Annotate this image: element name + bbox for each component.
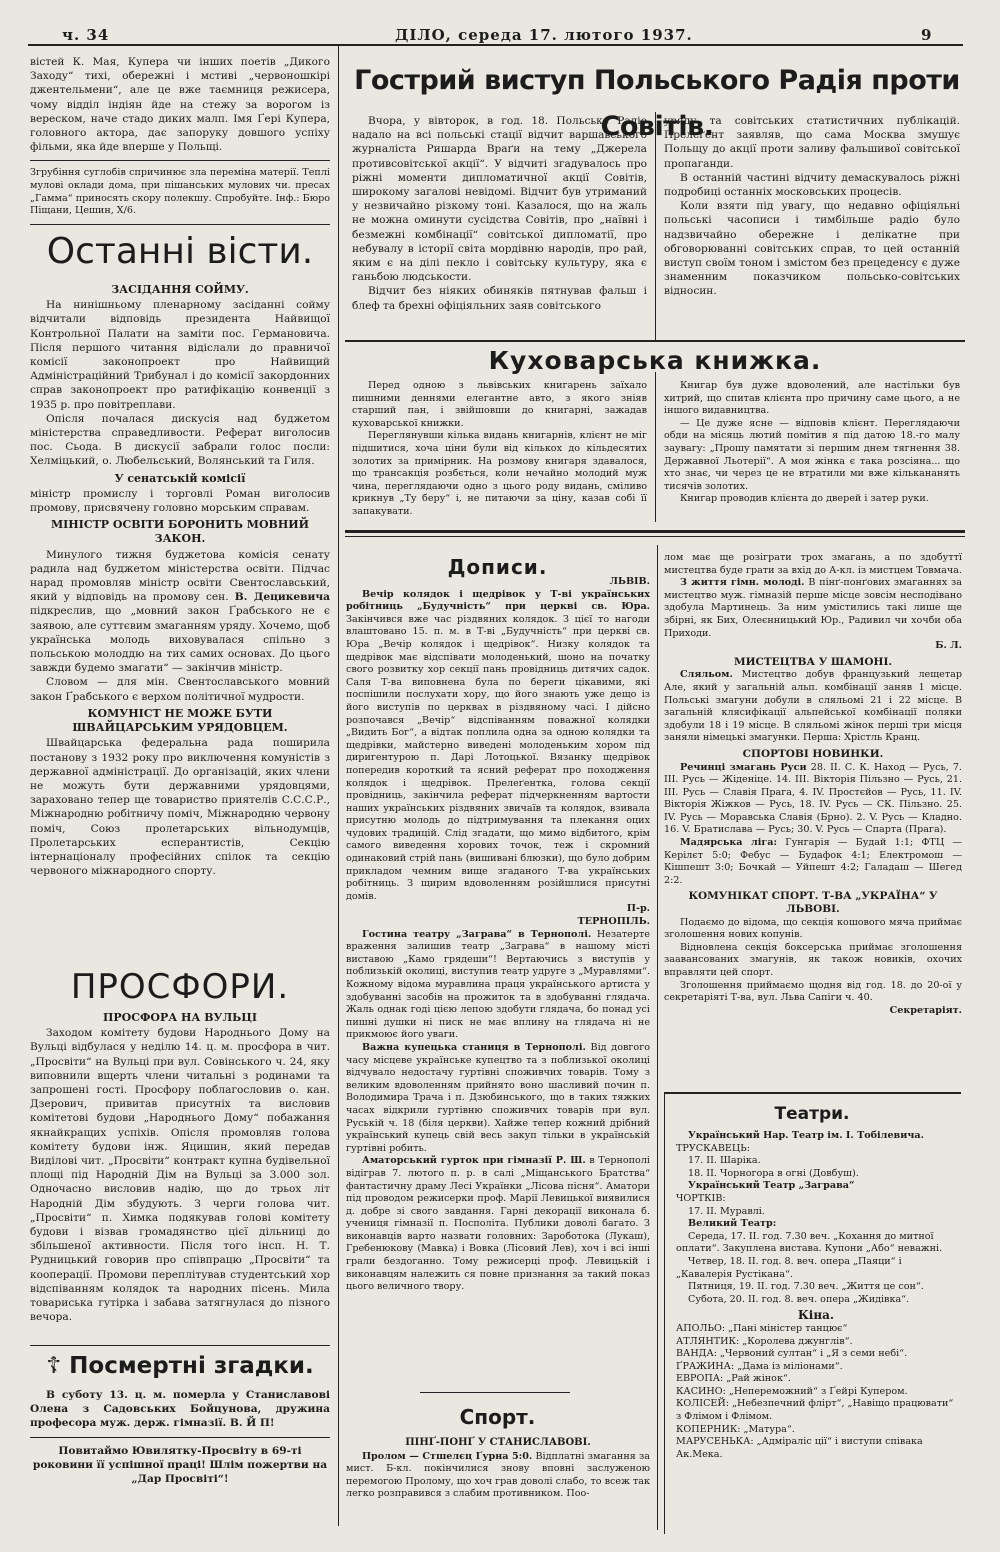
- sport-p: [346, 1451, 650, 1501]
- news-senate-p1: міністр промислу і торговлі Роман виголосив промову, присвячену головно морським справам.: [30, 487, 330, 515]
- news-sejm-head: ЗАСІДАННЯ СОЙМУ.: [111, 283, 249, 296]
- obits-rule: [30, 1345, 330, 1346]
- dopysy-city-lviv: ЛЬВІВ.: [609, 576, 650, 587]
- theatre-t3-l2: Четвер, 18. II. год. 8. веч. опера „Паяци“ і „Кавалерія Рустікана“.: [676, 1255, 902, 1280]
- right-p3-lead: Сляльом.: [680, 669, 733, 681]
- right-p5-text: Гунгарія — Будай 1:1; ФТЦ — Керілєт 5:0; Фебус — Будафок 4:1; Електромош — Кішпешт 3:0; Бочкай — Уйпешт 4:2; Галадаш — Шегед 2:2.: [664, 837, 962, 886]
- obits-p2: Повитаймо Ювилятку-Просвіту в 69-ті роковини її успішної праці! Шлім пожертви на „Дар Просвіті“!: [32, 1444, 328, 1486]
- masthead: ДІЛО, середа 17. лютого 1937.: [395, 26, 693, 44]
- news-senate-head: У сенатській комісії: [114, 471, 246, 485]
- film-text: вістей К. Мая, Купера чи інших поетів „Дикого Заходу“ тихі, обережні і мстиві „червоношкірі джентельмени“, але це вже таємниця режисера, чому відділ індіян йде на стежу за ворогом із вереском, наче стадо диких малп. Імя Ґері Купера, головного актора, дає запоруку довшого успіху фільми, яка йде вперше у Польщі.: [30, 56, 330, 154]
- sport-title: Спорт.: [459, 1405, 536, 1429]
- theatre-t3-l4: Субота, 20. II. год. 8. веч. опера „Жидівка“.: [688, 1293, 910, 1305]
- right-p4-text: 28. II. С. К. Наход — Русь, 7. III. Русь — Жіденіце. 14. III. Вікторія Пільзно — Русь, 21. III. Русь — Славія Прага, 4. IV. Простєйов — Русь, 11. IV. Вікторія Жіжков — Русь, 18. IV. Русь — СК. Пільзно. 25. IV. Русь — Моравська Славія (Брно). 2. V. Русь — Кладно. 16. V. Братислава — Русь; 30. V. Русь — Спарта (Прага).: [664, 761, 962, 836]
- news-column: [30, 280, 330, 878]
- news-minister-p1a: Минулого тижня буджетова комісія сенату радила над буджетом міністерства освіти. Підчас нарад промовляв міністр освіти Свентославський, який у відповідь на промову сен.: [30, 548, 330, 604]
- cookbook-c2: Книгар був дуже вдоволений, але настільки був хитрий, що спитав клієнта про причину саме цього, а не іншого видавництва.: [664, 380, 960, 417]
- news-minister-p1b: підкреслив, що „мовний закон Ґрабського не є заявою, але суттєвим змаганням уряду. Хочемо, щоб українська молодь виховувалася спільно з польською молоддю на тих самих основах. До цього завжди будемо змагати“ — закінчив міністр.: [30, 605, 330, 675]
- cookbook-c2c: Книгар проводив клієнта до дверей і затер руки.: [680, 493, 929, 505]
- sport-sub: ПІНҐ-ПОНҐ У СТАНИСЛАВОВІ.: [405, 1437, 591, 1448]
- news-sejm-p2: Опісля почалася дискусія над буджетом міністерства справедливости. Реферат виголосив пос. Сьода. В дискусії забрали голос посли: Хелміцький, о. Любельський, Волянський та Гиля.: [30, 412, 330, 468]
- right-p1: лом має ще розіграти трох змагань, а по здобуттї мистецтва буде грати за вхід до А-кл. із мистцем Товмача.: [664, 552, 962, 576]
- theatre-t2-l1: 17. II. Муравлі.: [688, 1205, 765, 1217]
- news-minister-p1: [30, 548, 330, 676]
- radio-col-2: [664, 114, 960, 299]
- column-rule-dopysy: [657, 545, 658, 1530]
- right-p5-lead: Мадярська ліга:: [680, 837, 778, 849]
- cookbook-col-2: [664, 380, 960, 506]
- column-rule-cookbook: [655, 372, 656, 522]
- theatre-t3-l1: Середа, 17. II. год. 7.30 веч. „Кохання до митної оплати“. Закуплена вистава. Купони „Або“ неважні.: [676, 1230, 943, 1255]
- theatre-t1-place: ТРУСКАВЕЦЬ:: [676, 1142, 750, 1154]
- right-p2-text: В пінґ-понґових змаганнях за мистецтво муж. гімназій перше місце зовсім несподівано здобула Мартинець. За ним умістились такі лише ще збірні, як Бих, Олеєнницький Юр., Радивил чи хочби оба Приходи.: [664, 577, 962, 639]
- dopysy-p1-text: Закінчився вже час різдвяних колядок. З цієї то нагоди влаштовано 15. п. м. в Т-ві „Будучність“ при церкві св. Юра „Вечір колядок і щедрівок“. Низку колядок та щедрівок має відспівати молоденький, шоно на початку свого розвитку хор секції пань провідниць дитячих садок. Саля Т-ва виповнена була по береги цікавими, які поспішили послухати хору, що його знають уже дещо із його виступів по церквах в різдвяному часі. І дійсно розпочався „Вечір“ відспіванням поважної колядки „Видить Бог“, а відтак поплила одна за одною колядки та щедрівки, майстерно виведені молоденьким хором під диригентурою п. Дарі Лотоцької. Вязанку щедрівок попередив короткий та ясний реферат про походження колядок і щедрівок. Прелеґентка, голова секції провідниць, закінчила реферат підчеркненням вартости наших українських різдвяних звичаїв та колядок, взивала присутню молодь до підтримування та плекання оцих чудових традицій. Слід згадати, що мимо відбитого, крім самого виведення хорових точок, теж і скромний одинаковий стрій пань (вишивані блюзки), що було добрим прикладом чемним вище згаданого Т-ва українських робітниць. З щирим вдоволенням розійшлися присутні домів.: [346, 613, 650, 902]
- cinema-k7: КОЛІСЕЙ: „Небезпечний флірт“, „Навіщо працювати“ з Флімом і Флімом.: [676, 1398, 954, 1423]
- cookbook-col-1: [352, 380, 647, 519]
- cookbook-c1: Перед одною з львівських книгарень заїхало пишними деннями елегантне авто, з якого зніяв старший пан, і звійшовши до книгарні, зажадав куховарської книжки.: [352, 380, 647, 429]
- radio-col-1: [352, 114, 647, 313]
- dopysy-h4: Аматорський гурток при гімназії Р. Ш.: [362, 1155, 586, 1167]
- theatre-t1-l2: 18. II. Чорногора в огні (Довбуш).: [688, 1167, 859, 1179]
- right-h2: МИСТЕЦТВА У ШАМОНІ.: [733, 655, 893, 668]
- ad-rule: [30, 160, 330, 161]
- obits-column: [30, 1388, 330, 1486]
- ad-text: Згрубіння суглобів спричинює зла переміна матерії. Теплі мулові оклади дома, при пішанських мулових чи. пресах „Гамма“ приносять скору полекшу. Спробуйте. Інф.: Бюро Піщани, Цешин, Х/6.: [30, 167, 330, 217]
- right-p6: Подаємо до відома, що секція кошового мяча приймає зголошення нових копунів.: [664, 916, 962, 941]
- dopysy-p4-text: в Тернополі відіграв 7. лютого п. р. в салі „Міщанського Братства“ фантастичну драму Лесі Українки „Лісова пісня“. Аматори під проводом режисерки проф. Марії Левицької виявилися д. добре зі свого завдання. Гарні декорації виконала б. учениця гімназії п. Посполіта. Публики доволі багато. З виконавців варто назвати головних: Зароботока (Лукаш), Гребенюкову (Мавка) і Вовка (Лісовий Лев), хоч і всі інші грали бездоганно. Тому режисерці проф. Левицькій і виконавцям належить ся повне признання за такий показ цього величного твору.: [346, 1155, 650, 1293]
- column-rule-left: [338, 46, 339, 1526]
- obits-rule-2: [30, 1437, 330, 1438]
- right-p4: [664, 762, 962, 838]
- sport-column: [346, 1434, 650, 1501]
- theatre-t2-place: ЧОРТКІВ:: [676, 1192, 726, 1204]
- right-p7: Відновлена секція боксерська приймає зголошення заавансованих змагунів, як також новиків, охочих вправляти цей спорт.: [664, 941, 962, 978]
- news-title: Останні вісти.: [46, 231, 314, 272]
- news-minister-head: МІНІСТР ОСВІТИ БОРОНИТЬ МОВНИЙ ЗАКОН.: [50, 518, 310, 546]
- dopysy-p2-text: Незатерте враження залишив театр „Заграва“ в нашому місті виставою „Камо грядеши“! Вертаючись з виступів у поблизькій околиці, виступив театр удруге з „Муравлями“. Кожному відома муравлина праця українського артиста у здобуванні засобів на прожиток та в здобуванні глядача. Жаль однак годі цією лепою здобути глядача, бо понад усі пишні душки ні писк не має вплину на глядача ні не прикмоює його уваги.: [346, 928, 650, 1041]
- right-p5: [664, 837, 962, 887]
- cinema-k6: КАСИНО: „Непереможний“ з Ґейрі Купером.: [676, 1385, 908, 1397]
- right-sig2: Секретаріят.: [889, 1004, 962, 1016]
- theatre-t1-l1: 17. II. Шаріка.: [688, 1155, 761, 1167]
- theatre-column: [676, 1130, 956, 1461]
- theatre-t2: Український Театр „Заграва“: [688, 1180, 855, 1192]
- cookbook-c2b: — Це дуже ясне — відповів клієнт. Переглядаючи обди на місяць лютий помітив я під датою 18.-го малу заувагу: „Прошу памятати зі першим днем тягнення 38. Державної Льотерії“. А моя жінка є така розсіяна... що хто знає, чи через це не втратили ми вже кількананять тисячів золотих.: [664, 417, 960, 492]
- dopysy-p3: [346, 1042, 650, 1155]
- left-top-column: [30, 55, 330, 225]
- cinema-k4: ҐРАЖИНА: „Дама із міліонами“.: [676, 1360, 843, 1372]
- radio-c1: Вчора, у вівторок, в год. 18. Польське Радіо надало на всі польські стації відчит варшавського журналіста Ришарда Враґи на тему „Джерела противсовітської акції“. У відчиті згадувалось про ріжні моменти дипломатичної акції Совітів, широкому загалові невідомі. Відчит був утриманий у незвичайно різкому тоні. Казалося, що на жаль не можна оминути сусідства Совітів, про „наївні і безмежні комбінації“ совітської дипломатії, про небувалу в історії світа мордівню народів, про рай, яким є на ділі пекло і совітську культуру, яка є ганьбою людськости.: [352, 115, 647, 284]
- news-sejm-p1: На нинішньому пленарному засіданні сойму відчитали відповідь президента Найвищої Контрольної Палати на заміти пос. Германовича. Після першого читання відіслали до правничої комісії законопроект про Найвищий Адміністраційний Трибунал і до комісії закордонних справ законопроект про ратифікацію конвенції з 1935 р. про повітреплави.: [30, 299, 330, 411]
- right-p2: [664, 577, 962, 640]
- sport-rule: [420, 1392, 570, 1393]
- radio-title: Гострий виступ Польського Радія проти Совітів.: [354, 65, 960, 142]
- theatre-t1: Український Нар. Театр ім. І. Тобілевича.: [688, 1130, 924, 1141]
- cookbook-rule-2: [345, 536, 965, 537]
- header-rule: [28, 44, 963, 46]
- dopysy-h1: Вечір колядок і щедрівок у Т-ві українських робітниць „Будучність“ при церкві св. Юра.: [346, 588, 650, 613]
- right-p3-text: Мистецтво добув французький лещетар Але, який у загальній альп. комбінації заняв 1 місце. Польські змагуни добули в сляльомі 21 і 22 місце. В загальній клясифікації альпейської комбінації поляки здобули 18 і 19 місце. В сляльомі жінок перші три місця заняли німецькі змагунки. Перша: Хрістль Кранц.: [664, 669, 962, 744]
- dopysy-city-ternopil: ТЕРНОПІЛЬ.: [577, 916, 650, 928]
- news-communist-p1: Швайцарська федеральна рада поширила постанову з 1932 року про виключення комуністів з державної адміністрації. До організацій, яких члени не можуть бути державними урядовцями, зараховано тепер ще товариство приятелів С.С.С.Р., Міжнародню робітничу поміч, Міжнародню червону поміч, Союз пролетарських вільнодумців, Пролетарських есперантистів, Секцію інтернаціоналу професійних спілок та секцію червоного міжнародного спорту.: [30, 737, 330, 878]
- news-communist-head: КОМУНІСТ НЕ МОЖЕ БУТИ ШВАЙЦАРСЬКИМ УРЯДОВЦЕМ.: [72, 706, 288, 735]
- cookbook-title: Куховарська книжка.: [488, 346, 822, 375]
- cinema-k8: КОПЕРНИК: „Матура“.: [676, 1423, 795, 1435]
- obits-title: Посмертні згадки.: [69, 1353, 314, 1379]
- prosfory-sub: ПРОСФОРА НА ВУЛЬЦІ: [102, 1011, 258, 1024]
- radio-c2b: В останній частині відчиту демаскувалось ріжні подробиці останніх московських процесів.: [664, 171, 960, 199]
- sport-p-text: Відплатні змагання за мист. Б-кл. покінчилися знову вповні заслуженою перемогою Пролому, що хоч грав доволі слабо, то всеж так легко розправився з слабим противником. Поо-: [346, 1450, 650, 1500]
- sport-lead: Пролом — Стшелєц Ґурна 5:0.: [362, 1450, 533, 1462]
- cinema-title: Кіна.: [797, 1308, 835, 1323]
- theatre-title: Театри.: [774, 1104, 850, 1124]
- cinema-k9: МАРУСЕНЬКА: „Адміраліс ції“ і виступи співака Ак.Мека.: [676, 1436, 923, 1460]
- prosfory-p1: Заходом комітету будови Народнього Дому на Вульці відбулася у неділю 14. ц. м. просфора в чит. „Просвіти“ на Вульці при вул. Совінського ч. 24, яку виповнили вщерть члени читальні з родинами та запрошені гості. Просфору поблагословив о. кан. Дзерович, привитав присутніх та висловив комітетові будови „Народнього Дому“ побажання якнайкращих успіхів. Опісля промовляв голова комітету будови інж. Яцишин, який передав Виділові чит. „Просвіти“ контракт купна будівельної площі під Народній Дім на Вульці за 3.000 зол. Одночасно висловив надію, що до трьох літ Народній Дім збудують. З черги голова чит. „Просвіти“ п. Химка подякував голові комітету будови і візвав громадянство цієї дільниці до збільшеної активности. Після того інсп. Н. Т. Рудницький говорив про співпрацю „Просвіти“ та кооперації. Промови переплітував студентський хор відспіванням колядок та народних пісень. Мила товариська гутірка і забава затягнулася до пізного вечора.: [30, 1027, 330, 1324]
- page-number: 9: [921, 26, 933, 44]
- cinema-k3: ВАНДА: „Червоний султан“ і „Я з семи небі“.: [676, 1348, 908, 1360]
- dopysy-column: [346, 576, 650, 1294]
- dopysy-p3-text: Від довгого часу місцеве українське купецтво та з поблизької околиці відчувало недостачу гуртівні споживчих товарів. Тому з великим вдоволенням прийнято воно шасливий почин п. Володимира Трача і п. Дзюбинського, що в таких тяжких часах відкрили гуртівню споживчих товарів при вул. Руській ч. 18 (біля церкви). Хайже тепер кожний дрібний український купець свій весь закуп тільки в українській гуртівні робить.: [346, 1041, 650, 1154]
- right-p3: [664, 669, 962, 745]
- radio-c1b: Відчит без ніяких обиняків пятнував фальш і блеф та брехні офіціяльних заяв совітського: [352, 285, 647, 312]
- cinema-k5: ЕВРОПА: „Рай жінок“.: [676, 1373, 791, 1385]
- dopysy-p1: [346, 589, 650, 904]
- theatre-t3: Великий Театр:: [688, 1218, 777, 1230]
- dopysy-h3: Важна купецька станиця в Тернополі.: [362, 1041, 586, 1053]
- right-h1: З життя гімн. молоді.: [680, 577, 805, 589]
- dopysy-sig1: П-р.: [626, 903, 650, 915]
- right-h3: СПОРТОВІ НОВИНКИ.: [742, 747, 884, 760]
- dopysy-p2: [346, 929, 650, 1042]
- radio-c2: уряду та совітських статистичних публікацій. Прелеґент заявляв, що сама Москва змушує Польщу до акції проти заливу фальшивої совітської пропаганди.: [664, 115, 960, 170]
- right-sig1: Б. Л.: [935, 640, 962, 652]
- radio-c2c: Коли взяти під увагу, що недавно офіціяльні польські часописи і тимбільше радіо було надзвичайно обережне і делікатне при обговорюванні совітських справ, то цей останній виступ своїм тоном і змістом без прецеденсу є дуже знаменним показчиком польсько-совітських відносин.: [664, 200, 960, 298]
- right-p4-lead: Речинці змагань Руси: [680, 761, 807, 773]
- dopysy-h2: Гостина театру „Заграва“ в Тернополі.: [362, 928, 592, 940]
- news-minister-p2: Словом — для мін. Свентославського мовний закон Ґрабського є верхом політичної мудрости.: [30, 676, 330, 703]
- right-p8: Зголошення приймаємо щодня від год. 18. до 20-ої у секретаріяті Т-ва, вул. Льва Сапіги ч. 40.: [664, 979, 962, 1004]
- prosfory-column: [30, 1008, 330, 1324]
- right-sport-column: [664, 552, 962, 1017]
- dopysy-p4: [346, 1155, 650, 1294]
- dopysy-title: Дописи.: [447, 555, 548, 579]
- right-h4: КОМУНІКАТ СПОРТ. Т-ВА „УКРАЇНА“ У ЛЬВОВІ.: [688, 890, 938, 916]
- cookbook-c1b: Переглянувши кілька видань книгарнів, клієнт не міг підшитися, хоча ціни були від кількох до кільдесятих золотих за примірник. На розмову книгаря здавалося, що трансакція розбється, коли нечайно молодий муж чина, переглядаючи одно з цього роду видань, сміливо крикнув „Ту беру“ і, не питаючи за ціну, казав собі її запакувати.: [352, 430, 647, 517]
- cinema-k1: АПОЛЬО: „Пані міністер танцює“: [676, 1322, 848, 1334]
- ad-rule-bottom: [30, 224, 330, 225]
- cinema-k2: АТЛЯНТИК: „Королева джунглів“.: [676, 1335, 853, 1347]
- cookbook-rule: [345, 530, 965, 533]
- prosfory-title: ПРОСФОРИ.: [70, 967, 290, 1007]
- obits-title-row: [30, 1350, 330, 1382]
- theatre-t3-l3: Пятниця, 19. II. год. 7.30 веч. „Життя це сон“.: [688, 1281, 924, 1293]
- page-label: ч. 34: [62, 26, 110, 44]
- orthodox-cross-icon: ☦: [46, 1353, 62, 1379]
- radio-rule: [345, 340, 965, 342]
- obits-p1: В суботу 13. ц. м. померла у Станиславові Олена з Садовських Бойцунова, дружина професора муж. держ. гімназії. В. Й П!: [30, 1389, 330, 1430]
- news-minister-name: В. Децикевича: [234, 591, 330, 604]
